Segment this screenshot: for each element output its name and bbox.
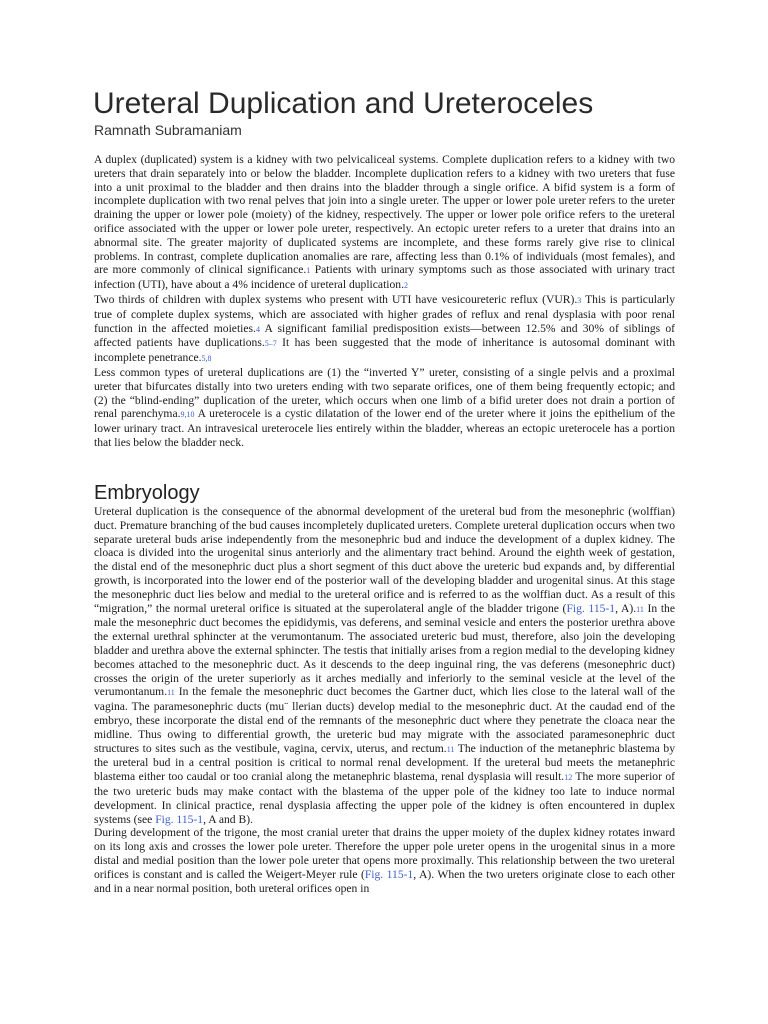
figure-link[interactable]: Fig. 115-1: [566, 601, 616, 615]
intro-paragraph-3: [94, 366, 675, 450]
text-run: , A and B).: [203, 812, 253, 826]
text-run: It has been suggested that the mode of inheritance is autosomal dominant with incomplete penetrance.: [94, 336, 675, 365]
text-run: During development of the trigone, the most cranial ureter that drains the upper moiety of the duplex kidney rotates inward on its long axis and crosses the lower pole ureter. Therefore the upper pole ureter opens in the urogenital sinus in a more distal and medial position than the lower pole ureter that opens more proximally. This relationship between the two ureteral orifices is constant and is called the Weigert-Meyer rule (: [94, 826, 675, 881]
reference-link[interactable]: 4: [255, 324, 260, 334]
reference-link[interactable]: 3: [577, 295, 582, 305]
text-run: This is particularly true of complete duplex systems, which are associated with higher grades of reflux and renal dysplasia with poor renal function in the affected moieties.: [94, 292, 675, 335]
intro-paragraph-2: [94, 293, 675, 366]
reference-link[interactable]: 12: [564, 773, 573, 783]
text-run: The induction of the metanephric blastema by the ureteral bud in a central position is critical to normal renal development. If the ureteral bud meets the metanephric blastema either too caudal or too cranial along the metanephric blastema, renal dysplasia will result.: [94, 741, 675, 784]
intro-section: [94, 153, 675, 450]
reference-link[interactable]: 11: [636, 604, 644, 614]
reference-link[interactable]: 1: [306, 266, 311, 276]
text-run: , A). When the two ureters originate close to each other and in a near normal position, both ureteral orifices open in: [94, 867, 675, 895]
reference-link[interactable]: 11: [446, 744, 455, 754]
figure-link[interactable]: Fig. 115-1: [364, 867, 414, 881]
figure-link[interactable]: Fig. 115-1: [155, 812, 204, 826]
text-run: Ureteral duplication is the consequence of the abnormal development of the ureteral bud from the mesonephric (wolffian) duct. Premature branching of the bud causes incompletely duplicated ureters. Complete ureteral duplication occurs when two separate ureteral buds arise independently from the mesonephric bud and induce the development of a duplex kidney. The cloaca is divided into the urogenital sinus anteriorly and the alimentary tract behind. Around the eighth week of gestation, the distal end of the mesonephric duct plus a short segment of this duct above the ureteric bud expands and, by differential growth, is incorporated into the lower end of the posterior wall of the developing bladder and urogenital sinus. At this stage the mesonephric duct lies below and medial to the ureteral orifice and is referred to as the wolffian duct. As a result of this “migration,” the normal ureteral orifice is situated at the superolateral angle of the bladder trigone (: [94, 505, 675, 615]
article-author: Ramnath Subramaniam: [94, 122, 242, 138]
intro-paragraph-1: [94, 153, 675, 293]
text-run: , A).: [615, 601, 637, 615]
text-run: A ureterocele is a cystic dilatation of the lower end of the ureter where it joins the epithelium of the lower urinary tract. An intravesical ureterocele lies entirely within the bladder, whereas an ectopic ureterocele has a portion that lies below the bladder neck.: [94, 407, 675, 449]
section-heading-embryology: Embryology: [94, 482, 200, 504]
embryology-section: [94, 505, 675, 895]
text-run: A duplex (duplicated) system is a kidney with two pelvicaliceal systems. Complete duplication refers to a kidney with two ureters that drain separately into or below the bladder. Incomplete duplication refers to a kidney with two ureters that fuse into a unit proximal to the bladder and then drains into the bladder through a single orifice. A bifid system is a form of incomplete duplication with two renal pelves that join into a single ureter. The upper or lower pole ureter refers to the ureter draining the upper or lower pole (moiety) of the kidney, respectively. The upper or lower pole orifice refers to the ureteral orifice associated with the upper or lower pole ureter, respectively. An ectopic ureter refers to a ureter that drains into an abnormal site. The greater majority of duplicated systems are incomplete, and these forms rarely give rise to clinical problems. In contrast, complete duplication anomalies are rare, affecting less than 0.1% of individuals (most females), and are more commonly of clinical significance.: [94, 153, 675, 277]
embryology-paragraph-1: [94, 505, 675, 826]
text-run: In the male the mesonephric duct becomes the epididymis, vas deferens, and seminal vesicle and enters the posterior urethra above the external urethral sphincter at the verumontanum. The associated ureteric bud must, therefore, also join the developing bladder and urethra above the external sphincter. The testis that initially arises from a region medial to the developing kidney becomes attached to the mesonephric duct. As it descends to the deep inguinal ring, the vas deferens (mesonephric duct) crosses the origin of the ureter superiorly as it arches medially and inferiorly to the seminal vesicle at the level of the verumontanum.: [94, 601, 676, 699]
reference-link[interactable]: 2: [404, 281, 409, 291]
text-run: The more superior of the two ureteric buds may make contact with the blastema of the upper pole of the kidney too late to induce normal development. In clinical practice, renal dysplasia affecting the upper pole of the kidney is often encountered in duplex systems (see: [94, 770, 675, 826]
reference-link[interactable]: 11: [167, 688, 175, 698]
reference-link[interactable]: 5,8: [201, 354, 212, 364]
text-run: Two thirds of children with duplex systems who present with UTI have vesicoureteric reflux (VUR).: [94, 292, 578, 306]
reference-link[interactable]: 9,10: [180, 410, 195, 420]
text-run: In the female the mesonephric duct becomes the Gartner duct, which lies close to the lateral wall of the vagina. The paramesonephric ducts (mu¨ llerian ducts) develop medial to the mesonephric duct. At the caudad end of the embryo, these incorporate the distal end of the remnants of the mesonephric duct where they penetrate the cloaca near the midline. Thus owing to differential growth, the ureteric bud may migrate with the associated paramesonephric duct structures to sites such as the vestibule, vagina, cervix, uterus, and rectum.: [94, 685, 675, 755]
article-title: Ureteral Duplication and Ureteroceles: [93, 87, 594, 120]
embryology-paragraph-2: [94, 826, 675, 895]
text-run: Less common types of ureteral duplications are (1) the “inverted Y” ureter, consisting of a single pelvis and a proximal ureter that bifurcates distally into two ureters ending with two separate orifices, one of them being frequently ectopic; and (2) the “blind-ending” duplication of the ureter, which occurs when one limb of a bifid ureter does not drain a portion of renal parenchyma.: [94, 365, 675, 421]
reference-link[interactable]: 5–7: [264, 339, 277, 349]
text-run: Patients with urinary symptoms such as those associated with urinary tract infection (UTI), have about a 4% incidence of ureteral duplication.: [94, 263, 675, 292]
text-run: A significant familial predisposition exists—between 12.5% and 30% of siblings of affected patients have duplications.: [94, 321, 675, 350]
